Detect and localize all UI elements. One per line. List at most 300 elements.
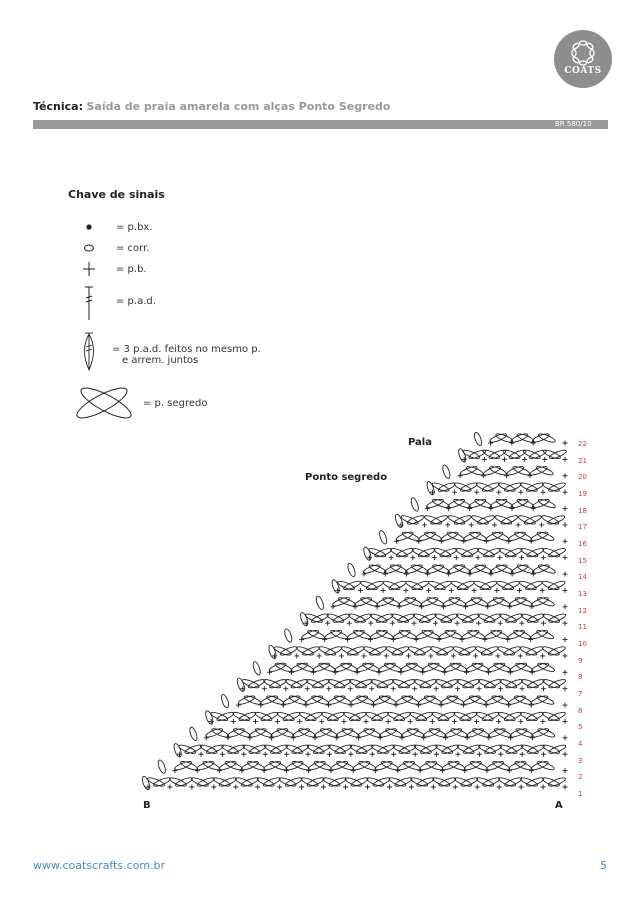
- single-crochet-mark: [496, 719, 501, 724]
- row-number: 18: [578, 506, 587, 515]
- single-crochet-mark: [247, 735, 252, 740]
- single-crochet-mark: [498, 752, 503, 757]
- edge-chain-loop: [473, 431, 483, 446]
- single-crochet-mark: [529, 604, 534, 609]
- single-crochet-mark: [488, 441, 493, 446]
- single-crochet-mark: [563, 473, 568, 478]
- single-crochet-mark: [239, 768, 244, 773]
- single-crochet-mark: [459, 637, 464, 642]
- single-crochet-mark: [563, 441, 568, 446]
- single-crochet-mark: [516, 522, 521, 527]
- legend-title: Chave de sinais: [68, 188, 165, 201]
- single-crochet-mark: [484, 703, 489, 708]
- single-crochet-mark: [291, 735, 296, 740]
- edge-chain-loop: [346, 563, 356, 578]
- single-crochet-mark: [482, 457, 487, 462]
- single-crochet-mark: [446, 572, 451, 577]
- edge-chain-loop: [283, 628, 293, 643]
- single-crochet-mark: [394, 703, 399, 708]
- single-crochet-mark: [541, 621, 546, 626]
- single-crochet-mark: [563, 785, 568, 790]
- single-crochet-mark: [542, 457, 547, 462]
- single-crochet-mark: [220, 752, 225, 757]
- single-crochet-mark: [370, 752, 375, 757]
- single-crochet-mark: [445, 522, 450, 527]
- single-crochet-mark: [413, 752, 418, 757]
- single-crochet-mark: [488, 572, 493, 577]
- row-number: 12: [578, 606, 587, 615]
- single-crochet-mark: [498, 686, 503, 691]
- single-crochet-mark: [541, 686, 546, 691]
- single-crochet-mark: [506, 703, 511, 708]
- single-crochet-mark: [383, 572, 388, 577]
- single-crochet-mark: [422, 522, 427, 527]
- single-crochet-mark: [431, 785, 436, 790]
- single-crochet-mark: [486, 735, 491, 740]
- single-crochet-mark: [432, 555, 437, 560]
- single-crochet-mark: [355, 670, 360, 675]
- single-crochet-mark: [406, 653, 411, 658]
- single-crochet-mark: [492, 522, 497, 527]
- single-crochet-mark: [563, 572, 568, 577]
- single-crochet-mark: [328, 768, 333, 773]
- single-crochet-mark: [505, 637, 510, 642]
- single-crochet-mark: [233, 785, 238, 790]
- single-crochet-mark: [481, 473, 486, 478]
- single-crochet-mark: [326, 703, 331, 708]
- single-crochet-mark: [348, 703, 353, 708]
- single-crochet-mark: [497, 785, 502, 790]
- row-number: 11: [578, 623, 587, 632]
- single-crochet-mark: [563, 539, 568, 544]
- single-crochet-mark: [353, 604, 358, 609]
- single-crochet-mark: [375, 604, 380, 609]
- row-number: 5: [578, 723, 583, 732]
- single-crochet-mark: [519, 785, 524, 790]
- row-number: 15: [578, 556, 587, 565]
- row-number: 1: [578, 790, 583, 798]
- single-crochet-mark: [418, 768, 423, 773]
- row-number: 19: [578, 490, 587, 498]
- single-crochet-mark: [226, 735, 231, 740]
- single-crochet-mark: [446, 506, 451, 511]
- single-crochet-mark: [390, 621, 395, 626]
- single-crochet-mark: [289, 670, 294, 675]
- single-crochet-mark: [404, 572, 409, 577]
- legend-text-secret-stitch: = p. segredo: [143, 398, 208, 409]
- single-crochet-mark: [394, 539, 399, 544]
- row-number: 4: [578, 740, 583, 748]
- single-crochet-mark: [529, 539, 534, 544]
- single-crochet-mark: [416, 539, 421, 544]
- single-crochet-mark: [467, 506, 472, 511]
- single-crochet-mark: [482, 637, 487, 642]
- single-crochet-mark: [303, 703, 308, 708]
- single-crochet-mark: [326, 686, 331, 691]
- single-crochet-mark: [517, 588, 522, 593]
- single-crochet-mark: [563, 719, 568, 724]
- single-crochet-mark: [283, 686, 288, 691]
- single-crochet-mark: [539, 522, 544, 527]
- single-crochet-mark: [437, 637, 442, 642]
- single-crochet-mark: [455, 621, 460, 626]
- edge-chain-loop: [252, 661, 262, 676]
- legend-text-cluster-line2: e arrem. juntos: [122, 355, 199, 366]
- single-crochet-mark: [421, 735, 426, 740]
- single-crochet-mark: [530, 670, 535, 675]
- single-crochet-mark: [325, 621, 330, 626]
- single-crochet-mark: [384, 653, 389, 658]
- single-crochet-mark: [263, 752, 268, 757]
- technique-label: Técnica:: [33, 100, 83, 113]
- single-crochet-mark: [348, 686, 353, 691]
- single-crochet-mark: [334, 735, 339, 740]
- single-crochet-mark: [398, 670, 403, 675]
- single-crochet-mark: [255, 785, 260, 790]
- single-crochet-mark: [529, 703, 534, 708]
- single-crochet-mark: [330, 604, 335, 609]
- single-crochet-mark: [520, 686, 525, 691]
- single-crochet-mark: [522, 457, 527, 462]
- single-crochet-mark: [378, 735, 383, 740]
- single-crochet-mark: [529, 768, 534, 773]
- technique-title: Saída de praia amarela com alças Ponto Segredo: [86, 100, 391, 113]
- single-crochet-mark: [322, 637, 327, 642]
- single-crochet-mark: [485, 604, 490, 609]
- edge-chain-loop: [315, 595, 325, 610]
- single-crochet-mark: [281, 703, 286, 708]
- single-crochet-mark: [452, 490, 457, 495]
- single-crochet-mark: [540, 653, 545, 658]
- single-crochet-mark: [472, 588, 477, 593]
- label-secret-stitch: Ponto segredo: [305, 472, 388, 483]
- footer-url[interactable]: www.coatscrafts.com.br: [33, 859, 166, 872]
- single-crochet-mark: [416, 703, 421, 708]
- single-crochet-mark: [502, 457, 507, 462]
- single-crochet-mark: [369, 686, 374, 691]
- single-crochet-mark: [368, 637, 373, 642]
- single-crochet-mark: [563, 703, 568, 708]
- row-number: 16: [578, 540, 587, 548]
- single-crochet-mark: [484, 539, 489, 544]
- single-crochet-mark: [284, 768, 289, 773]
- single-crochet-mark: [403, 588, 408, 593]
- single-crochet-mark: [461, 703, 466, 708]
- single-crochet-mark: [541, 785, 546, 790]
- single-crochet-mark: [473, 653, 478, 658]
- single-crochet-mark: [299, 785, 304, 790]
- single-crochet-mark: [531, 572, 536, 577]
- single-crochet-mark: [397, 604, 402, 609]
- row-number: 7: [578, 690, 583, 698]
- single-crochet-mark: [430, 719, 435, 724]
- single-crochet-mark: [269, 735, 274, 740]
- edge-chain-loop: [188, 726, 198, 741]
- single-crochet-mark: [563, 670, 568, 675]
- single-crochet-mark: [189, 785, 194, 790]
- single-crochet-mark: [441, 604, 446, 609]
- single-crochet-mark: [253, 719, 258, 724]
- single-crochet-mark: [452, 719, 457, 724]
- single-crochet-mark: [477, 686, 482, 691]
- single-crochet-mark: [312, 735, 317, 740]
- single-crochet-mark: [488, 506, 493, 511]
- single-crochet-mark: [508, 735, 513, 740]
- single-crochet-mark: [475, 785, 480, 790]
- single-crochet-mark: [541, 555, 546, 560]
- single-crochet-mark: [241, 752, 246, 757]
- single-crochet-mark: [484, 768, 489, 773]
- single-crochet-mark: [356, 735, 361, 740]
- single-crochet-mark: [540, 490, 545, 495]
- row-number: 21: [578, 456, 587, 465]
- single-crochet-mark: [531, 506, 536, 511]
- single-crochet-mark: [439, 539, 444, 544]
- single-crochet-mark: [195, 768, 200, 773]
- single-crochet-mark: [474, 490, 479, 495]
- single-crochet-mark: [425, 506, 430, 511]
- single-crochet-mark: [425, 572, 430, 577]
- single-crochet-mark: [217, 768, 222, 773]
- single-crochet-mark: [540, 719, 545, 724]
- single-crochet-mark: [317, 653, 322, 658]
- row-number: 3: [578, 756, 583, 765]
- single-crochet-mark: [348, 752, 353, 757]
- page-number: 5: [600, 859, 607, 872]
- row-number: 8: [578, 673, 583, 682]
- single-crochet-mark: [211, 785, 216, 790]
- single-crochet-mark: [497, 555, 502, 560]
- single-crochet-mark: [443, 735, 448, 740]
- single-crochet-mark: [563, 752, 568, 757]
- single-crochet-mark: [409, 785, 414, 790]
- single-crochet-mark: [439, 703, 444, 708]
- single-crochet-mark: [518, 653, 523, 658]
- single-crochet-mark: [204, 735, 209, 740]
- single-crochet-mark: [167, 785, 172, 790]
- single-crochet-mark: [389, 555, 394, 560]
- single-crochet-mark: [495, 653, 500, 658]
- single-crochet-mark: [528, 637, 533, 642]
- single-crochet-mark: [365, 785, 370, 790]
- single-crochet-mark: [410, 555, 415, 560]
- single-crochet-mark: [231, 719, 236, 724]
- single-crochet-mark: [419, 604, 424, 609]
- single-crochet-mark: [507, 768, 512, 773]
- single-crochet-mark: [540, 588, 545, 593]
- edge-chain-loop: [378, 530, 388, 545]
- row-number: 14: [578, 573, 587, 582]
- single-crochet-mark: [563, 490, 568, 495]
- label-side-a: A: [555, 800, 563, 811]
- single-crochet-mark: [395, 768, 400, 773]
- single-crochet-mark: [362, 572, 367, 577]
- single-crochet-mark: [455, 686, 460, 691]
- single-crochet-mark: [412, 686, 417, 691]
- single-crochet-mark: [327, 752, 332, 757]
- row-number: 10: [578, 640, 587, 648]
- edge-chain-loop: [441, 464, 451, 479]
- single-crochet-mark: [428, 653, 433, 658]
- single-crochet-mark: [508, 670, 513, 675]
- single-crochet-mark: [433, 621, 438, 626]
- single-crochet-mark: [469, 522, 474, 527]
- single-crochet-mark: [455, 752, 460, 757]
- single-crochet-mark: [294, 653, 299, 658]
- single-crochet-mark: [563, 637, 568, 642]
- single-crochet-mark: [321, 785, 326, 790]
- single-crochet-mark: [284, 752, 289, 757]
- single-crochet-mark: [258, 703, 263, 708]
- single-crochet-mark: [440, 768, 445, 773]
- single-crochet-mark: [476, 555, 481, 560]
- single-crochet-mark: [474, 719, 479, 724]
- single-crochet-mark: [262, 686, 267, 691]
- single-crochet-mark: [172, 768, 177, 773]
- edge-chain-loop: [410, 497, 420, 512]
- row-number: 9: [578, 656, 583, 665]
- single-crochet-mark: [449, 588, 454, 593]
- single-crochet-mark: [465, 735, 470, 740]
- single-crochet-mark: [377, 670, 382, 675]
- single-crochet-mark: [371, 703, 376, 708]
- single-crochet-mark: [509, 441, 514, 446]
- single-crochet-mark: [199, 752, 204, 757]
- single-crochet-mark: [358, 588, 363, 593]
- single-crochet-mark: [343, 785, 348, 790]
- single-crochet-mark: [306, 768, 311, 773]
- single-crochet-mark: [563, 686, 568, 691]
- reference-code: BR 580/10: [555, 120, 592, 128]
- single-crochet-mark: [563, 555, 568, 560]
- single-crochet-mark: [333, 670, 338, 675]
- single-crochet-mark: [504, 473, 509, 478]
- single-crochet-mark: [507, 604, 512, 609]
- single-crochet-mark: [563, 735, 568, 740]
- single-crochet-mark: [476, 621, 481, 626]
- single-crochet-mark: [563, 522, 568, 527]
- single-crochet-mark: [381, 588, 386, 593]
- single-crochet-mark: [426, 588, 431, 593]
- single-crochet-mark: [563, 604, 568, 609]
- single-crochet-mark: [463, 604, 468, 609]
- single-crochet-mark: [434, 686, 439, 691]
- single-crochet-mark: [262, 768, 267, 773]
- single-crochet-mark: [236, 703, 241, 708]
- single-crochet-mark: [306, 752, 311, 757]
- single-crochet-mark: [528, 473, 533, 478]
- single-crochet-mark: [454, 555, 459, 560]
- single-crochet-mark: [275, 719, 280, 724]
- single-crochet-mark: [345, 637, 350, 642]
- single-crochet-mark: [563, 457, 568, 462]
- single-crochet-mark: [361, 653, 366, 658]
- row-number: 13: [578, 590, 587, 598]
- single-crochet-mark: [477, 752, 482, 757]
- row-number: 2: [578, 773, 583, 782]
- single-crochet-mark: [267, 670, 272, 675]
- single-crochet-mark: [297, 719, 302, 724]
- single-crochet-mark: [519, 621, 524, 626]
- single-crochet-mark: [486, 670, 491, 675]
- single-crochet-mark: [387, 785, 392, 790]
- single-crochet-mark: [311, 670, 316, 675]
- single-crochet-mark: [391, 752, 396, 757]
- single-crochet-mark: [530, 735, 535, 740]
- row-number: 6: [578, 706, 583, 715]
- single-crochet-mark: [531, 441, 536, 446]
- single-crochet-mark: [442, 670, 447, 675]
- edge-chain-loop: [220, 694, 230, 709]
- single-crochet-mark: [399, 735, 404, 740]
- single-crochet-mark: [408, 719, 413, 724]
- single-crochet-mark: [364, 719, 369, 724]
- single-crochet-mark: [434, 752, 439, 757]
- legend-text-single-crochet: = p.b.: [116, 264, 147, 275]
- single-crochet-mark: [464, 670, 469, 675]
- legend-text-chain: = corr.: [116, 243, 150, 254]
- single-crochet-mark: [305, 686, 310, 691]
- single-crochet-mark: [453, 785, 458, 790]
- single-crochet-mark: [420, 670, 425, 675]
- single-crochet-mark: [391, 686, 396, 691]
- legend-text-double-crochet: = p.a.d.: [116, 296, 156, 307]
- single-crochet-mark: [451, 653, 456, 658]
- legend-text-slip-stitch: = p.bx.: [116, 222, 153, 233]
- single-crochet-mark: [563, 621, 568, 626]
- single-crochet-mark: [498, 621, 503, 626]
- single-crochet-mark: [563, 768, 568, 773]
- single-crochet-mark: [458, 473, 463, 478]
- single-crochet-mark: [347, 621, 352, 626]
- single-crochet-mark: [518, 490, 523, 495]
- single-crochet-mark: [386, 719, 391, 724]
- row-number: 17: [578, 523, 587, 532]
- single-crochet-mark: [510, 506, 515, 511]
- label-yoke: Pala: [408, 437, 432, 448]
- single-crochet-mark: [299, 637, 304, 642]
- single-crochet-mark: [373, 768, 378, 773]
- single-crochet-mark: [277, 785, 282, 790]
- single-crochet-mark: [414, 637, 419, 642]
- single-crochet-mark: [411, 621, 416, 626]
- single-crochet-mark: [462, 768, 467, 773]
- logo-text: COATS: [564, 66, 602, 76]
- single-crochet-mark: [494, 588, 499, 593]
- single-crochet-mark: [563, 653, 568, 658]
- single-crochet-mark: [510, 572, 515, 577]
- single-crochet-mark: [563, 588, 568, 593]
- single-crochet-mark: [391, 637, 396, 642]
- edge-chain-loop: [157, 759, 167, 774]
- single-crochet-mark: [341, 719, 346, 724]
- single-crochet-mark: [519, 555, 524, 560]
- single-crochet-mark: [520, 752, 525, 757]
- single-crochet-mark: [506, 539, 511, 544]
- row-number: 20: [578, 473, 587, 482]
- single-crochet-mark: [368, 621, 373, 626]
- single-crochet-mark: [319, 719, 324, 724]
- single-crochet-mark: [563, 506, 568, 511]
- legend-text-cluster-line1: = 3 p.a.d. feitos no mesmo p.: [112, 344, 261, 355]
- label-side-b: B: [143, 800, 151, 811]
- single-crochet-mark: [461, 539, 466, 544]
- row-number: 22: [578, 440, 587, 448]
- single-crochet-mark: [541, 752, 546, 757]
- single-crochet-mark: [496, 490, 501, 495]
- single-crochet-mark: [467, 572, 472, 577]
- single-crochet-mark: [351, 768, 356, 773]
